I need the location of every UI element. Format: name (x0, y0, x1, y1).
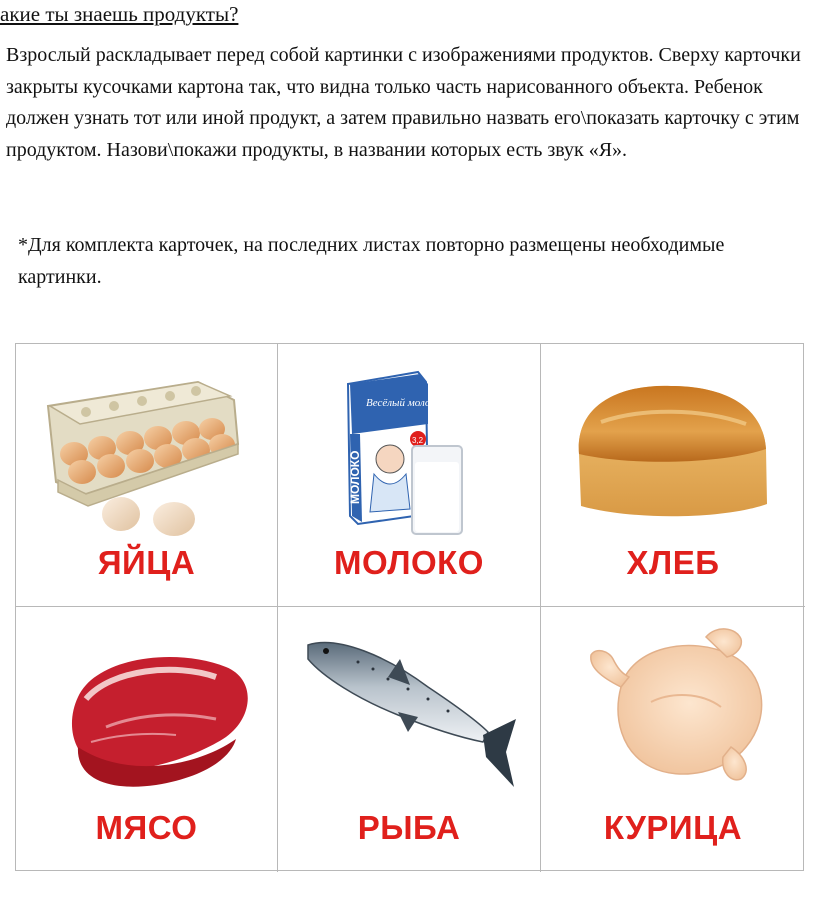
chicken-icon (541, 607, 805, 807)
card-fish[interactable] (278, 607, 541, 872)
page-title: акие ты знаешь продукты? (0, 2, 239, 26)
card-label: КУРИЦА (603, 809, 743, 846)
bread-icon (541, 344, 805, 544)
instructions-text: Взрослый раскладывает перед собой картинки с изображениями продуктов. Сверху карточки закрыты кусочками картона так, что видна только часть нарисованного объекта. Ребенок должен узнать тот или иной продукт, а затем правильно назвать его\показать карточку с этим продуктом. Назови\покажи продукты, в названии которых есть звук «Я». (6, 44, 801, 161)
card-label: РЫБА (357, 809, 461, 846)
meat-icon (16, 607, 278, 807)
card-eggs[interactable] (16, 344, 278, 607)
milk-brand-text: Весёлый молочник (366, 397, 452, 409)
card-milk[interactable] (278, 344, 541, 607)
fish-icon (278, 607, 541, 807)
milk-fat-text: 3,2 (412, 436, 424, 445)
card-meat[interactable] (16, 607, 278, 872)
milk-icon (278, 344, 541, 544)
eggs-icon (16, 344, 278, 544)
card-chicken[interactable] (541, 607, 805, 872)
card-bread[interactable] (541, 344, 805, 607)
card-label: МОЛОКО (334, 544, 484, 581)
product-cards-grid (15, 343, 804, 871)
milk-package-text: МОЛОКО (348, 450, 362, 504)
note-text: *Для комплекта карточек, на последних листах повторно размещены необходимые картинки. (18, 234, 725, 288)
card-label: МЯСО (95, 809, 198, 846)
card-label: ЯЙЦА (97, 544, 196, 581)
card-label: ХЛЕБ (626, 544, 720, 581)
